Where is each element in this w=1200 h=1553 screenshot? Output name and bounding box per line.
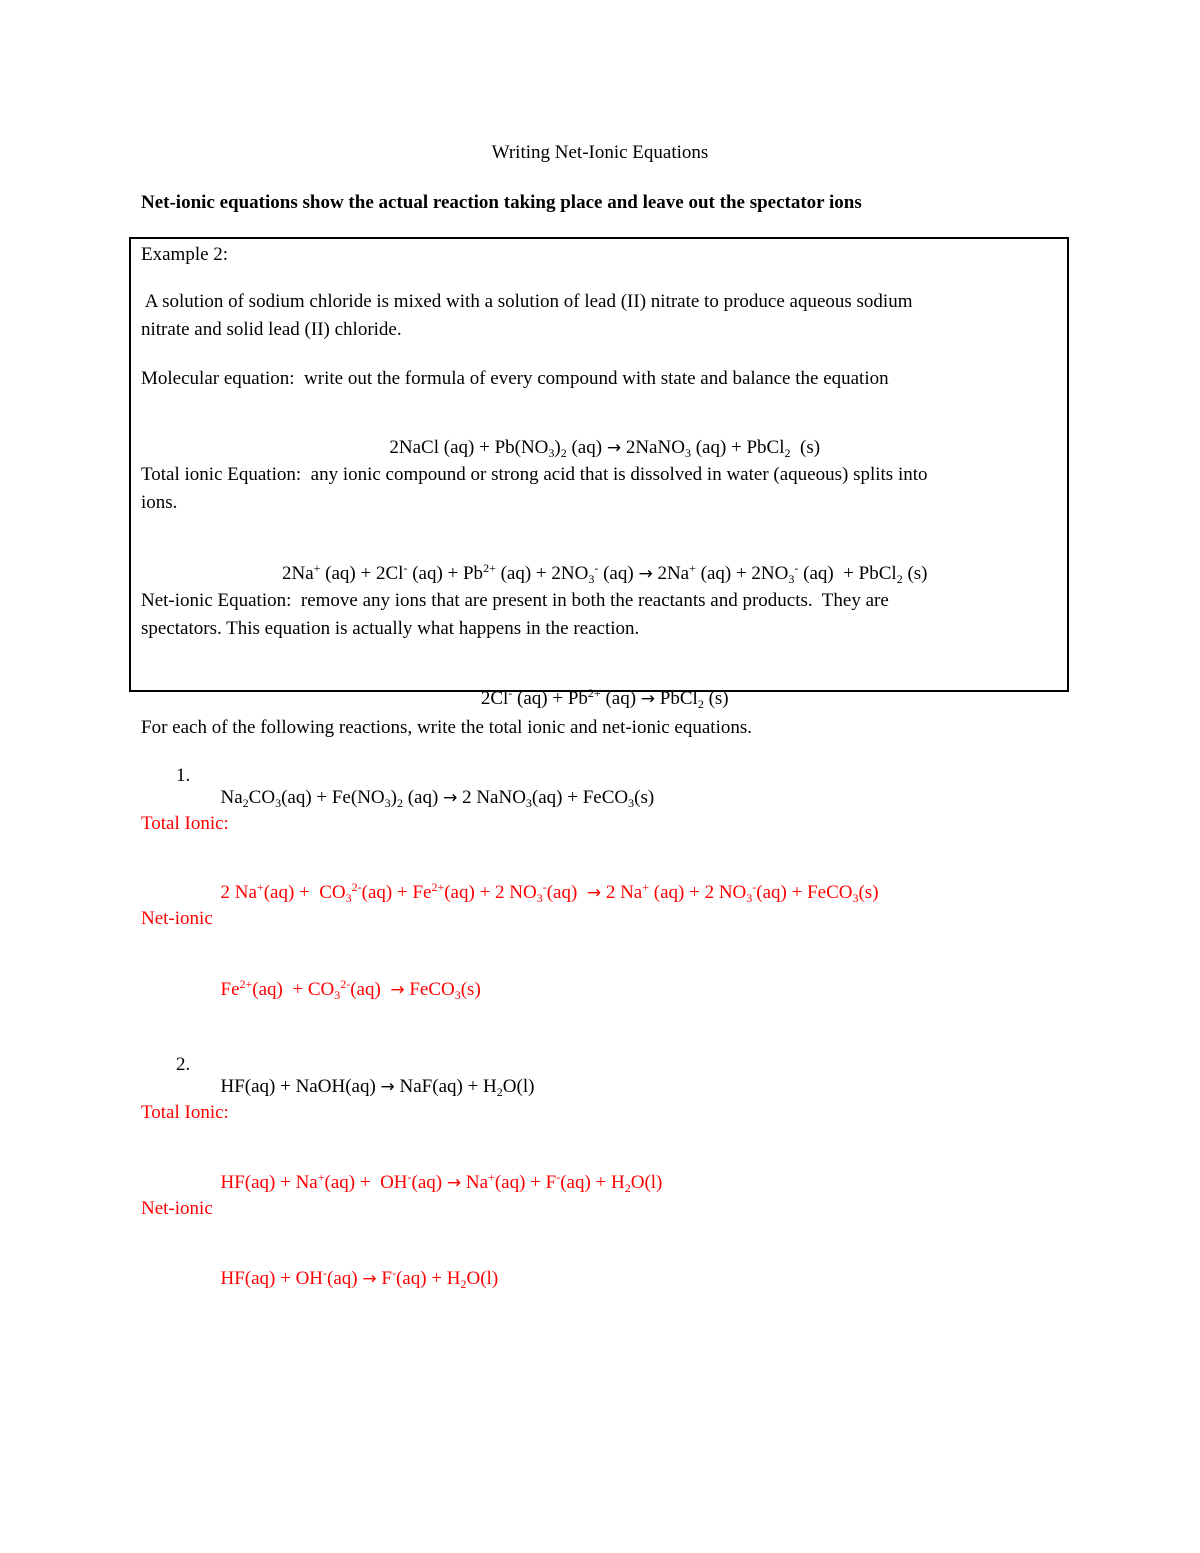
problem-1-number: 1.	[176, 765, 191, 786]
problem-2-net-equation: $HF(aq) + OH^-(aq) \to F^-(aq) + H_2O(l)$	[220, 1266, 499, 1291]
problem-2-net-label: Net-ionic	[141, 1198, 213, 1219]
reaction-arrow-icon: →	[362, 1269, 377, 1289]
net-ionic-label-line1: Net-ionic Equation: remove any ions that are present in both the reactants and products. They are	[141, 590, 889, 611]
problem-2-equation: HF(aq) + NaOH(aq) → $NaF(aq) + H_2O(l)$	[220, 1076, 535, 1099]
reaction-arrow-icon: →	[638, 564, 653, 584]
example-description-line2: nitrate and solid lead (II) chloride.	[141, 319, 402, 340]
reaction-arrow-icon: →	[446, 1173, 462, 1193]
problem-1-net-equation: $Fe^{2+}(aq) + CO_3^{2-}(aq)$ → FeCO$_3$(s)	[220, 977, 481, 1002]
net-ionic-label-line2: spectators. This equation is actually what happens in the reaction.	[141, 618, 640, 639]
instructions: For each of the following reactions, write the total ionic and net-ionic equations.	[141, 717, 752, 738]
reaction-arrow-icon: →	[640, 689, 656, 709]
reaction-arrow-icon: →	[443, 788, 458, 808]
net-ionic-equation: 2Cl- $(aq) + Pb^{2+}$ (aq) → PbCl$_2$ (s)	[480, 686, 729, 711]
reaction-arrow-icon: →	[586, 883, 602, 903]
problem-1-total-equation: 2 $Na^+(aq) + CO_3^{2-}(aq) + Fe^{2+}(aq) + 2$ $NO_3^-(aq) \to 2$ Na+ (aq) + 2 $NO_3^-(aq)$ + FeCO$_3$(s)	[220, 880, 879, 905]
problem-1-net-label: Net-ionic	[141, 908, 213, 929]
reaction-arrow-icon: →	[390, 980, 405, 1000]
reaction-arrow-icon: →	[380, 1077, 395, 1097]
problem-1-equation: $Na_2CO_3(aq) + Fe(NO_3)_2$ (aq) → 2 NaNO$_3$(aq) + FeCO$_3$(s)	[220, 787, 655, 810]
molecular-equation: 2NaCl $(aq) + Pb(NO_3)_2$ (aq) → 2NaNO$_3$ (aq) + PbCl$_2$ (s)	[389, 437, 821, 460]
problem-2-number: 2.	[176, 1054, 191, 1075]
page-title: Writing Net-Ionic Equations	[491, 142, 709, 163]
page-subtitle: Net-ionic equations show the actual reaction taking place and leave out the spectator ions	[141, 192, 862, 213]
total-ionic-label-line2: ions.	[141, 492, 178, 513]
problem-2-total-equation: $HF(aq) + Na^+(aq) + OH^-(aq) \to Na^+(aq) + F^-(aq) + H_2O(l)$	[220, 1170, 663, 1195]
problem-2-total-label: Total Ionic:	[141, 1102, 229, 1123]
problem-1-total-label: Total Ionic:	[141, 813, 229, 834]
molecular-equation-label: Molecular equation: write out the formula of every compound with state and balance the equation	[141, 368, 889, 389]
total-ionic-label-line1: Total ionic Equation: any ionic compound or strong acid that is dissolved in water (aqueous) splits into	[141, 464, 928, 485]
total-ionic-equation: 2Na+ (aq) + 2Cl- $(aq) + Pb^{2+}$ $(aq) + 2NO_3^-$ (aq) → 2Na+ $(aq) + 2NO_3^-$ (aq) + PbCl$_2$ (s)	[281, 561, 928, 586]
example-heading: Example 2:	[141, 244, 229, 265]
example-description-line1: A solution of sodium chloride is mixed with a solution of lead (II) nitrate to produce aqueous sodium	[141, 291, 913, 312]
reaction-arrow-icon: →	[606, 438, 622, 458]
